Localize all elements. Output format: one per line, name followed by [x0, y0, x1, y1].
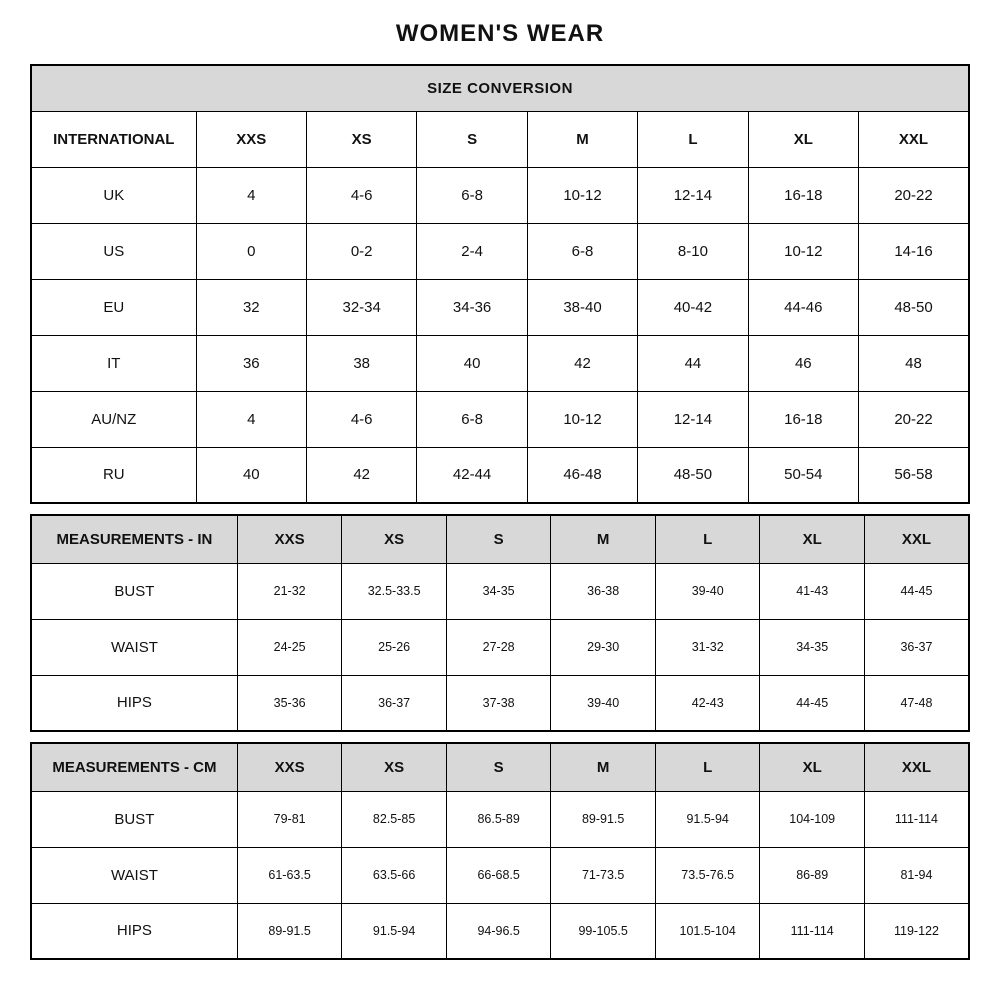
measurements-cm-row — [31, 791, 969, 847]
value-cell: 25-26 — [342, 619, 447, 675]
value-cell: 39-40 — [655, 563, 760, 619]
size-column-header: XL — [760, 743, 865, 791]
value-cell: 86.5-89 — [446, 791, 551, 847]
row-label: HIPS — [31, 903, 237, 959]
value-cell: 91.5-94 — [655, 791, 760, 847]
size-conversion-body — [31, 65, 969, 503]
size-conversion-row — [31, 335, 969, 391]
value-cell: 4 — [196, 167, 306, 223]
size-conversion-row — [31, 279, 969, 335]
size-conversion-header-row — [31, 111, 969, 167]
row-label: UK — [31, 167, 196, 223]
value-cell: 91.5-94 — [342, 903, 447, 959]
size-column-header: M — [551, 515, 656, 563]
measurements-cm-row — [31, 903, 969, 959]
value-cell: 4 — [196, 391, 306, 447]
size-conversion-banner-row — [31, 65, 969, 111]
value-cell: 10-12 — [527, 391, 637, 447]
value-cell: 40 — [417, 335, 527, 391]
size-column-header: L — [655, 515, 760, 563]
value-cell: 48 — [859, 335, 969, 391]
value-cell: 44 — [638, 335, 748, 391]
value-cell: 20-22 — [859, 167, 969, 223]
value-cell: 20-22 — [859, 391, 969, 447]
value-cell: 6-8 — [417, 167, 527, 223]
row-label: EU — [31, 279, 196, 335]
value-cell: 104-109 — [760, 791, 865, 847]
value-cell: 36-38 — [551, 563, 656, 619]
value-cell: 16-18 — [748, 167, 858, 223]
value-cell: 111-114 — [864, 791, 969, 847]
size-column-header: L — [638, 111, 748, 167]
measurements-cm-body — [31, 743, 969, 959]
value-cell: 10-12 — [748, 223, 858, 279]
value-cell: 61-63.5 — [237, 847, 342, 903]
size-column-header: XS — [306, 111, 416, 167]
value-cell: 24-25 — [237, 619, 342, 675]
measurements-cm-header-row — [31, 743, 969, 791]
size-column-header: L — [655, 743, 760, 791]
value-cell: 2-4 — [417, 223, 527, 279]
measurements-in-row — [31, 563, 969, 619]
size-column-header: XS — [342, 743, 447, 791]
value-cell: 32 — [196, 279, 306, 335]
value-cell: 39-40 — [551, 675, 656, 731]
row-label: IT — [31, 335, 196, 391]
row-label: AU/NZ — [31, 391, 196, 447]
value-cell: 63.5-66 — [342, 847, 447, 903]
value-cell: 73.5-76.5 — [655, 847, 760, 903]
measurements-in-body — [31, 515, 969, 731]
value-cell: 44-46 — [748, 279, 858, 335]
value-cell: 32.5-33.5 — [342, 563, 447, 619]
value-cell: 86-89 — [760, 847, 865, 903]
value-cell: 8-10 — [638, 223, 748, 279]
value-cell: 6-8 — [417, 391, 527, 447]
value-cell: 16-18 — [748, 391, 858, 447]
value-cell: 101.5-104 — [655, 903, 760, 959]
value-cell: 79-81 — [237, 791, 342, 847]
size-column-header: XXL — [864, 515, 969, 563]
row-label: BUST — [31, 791, 237, 847]
table-label-header: MEASUREMENTS - IN — [31, 515, 237, 563]
measurements-in-row — [31, 619, 969, 675]
value-cell: 48-50 — [638, 447, 748, 503]
size-conversion-row — [31, 223, 969, 279]
value-cell: 42-44 — [417, 447, 527, 503]
size-column-header: XXL — [859, 111, 969, 167]
value-cell: 41-43 — [760, 563, 865, 619]
value-cell: 38 — [306, 335, 416, 391]
value-cell: 48-50 — [859, 279, 969, 335]
row-label: RU — [31, 447, 196, 503]
row-label: HIPS — [31, 675, 237, 731]
value-cell: 12-14 — [638, 167, 748, 223]
value-cell: 50-54 — [748, 447, 858, 503]
row-label: US — [31, 223, 196, 279]
size-conversion-row — [31, 447, 969, 503]
table-label-header: INTERNATIONAL — [31, 111, 196, 167]
value-cell: 66-68.5 — [446, 847, 551, 903]
value-cell: 0-2 — [306, 223, 416, 279]
value-cell: 36 — [196, 335, 306, 391]
value-cell: 46 — [748, 335, 858, 391]
size-column-header: XL — [748, 111, 858, 167]
value-cell: 34-35 — [760, 619, 865, 675]
value-cell: 38-40 — [527, 279, 637, 335]
value-cell: 71-73.5 — [551, 847, 656, 903]
value-cell: 42 — [527, 335, 637, 391]
value-cell: 6-8 — [527, 223, 637, 279]
value-cell: 34-36 — [417, 279, 527, 335]
table-label-header: MEASUREMENTS - CM — [31, 743, 237, 791]
value-cell: 44-45 — [760, 675, 865, 731]
measurements-cm-table — [30, 742, 970, 960]
value-cell: 44-45 — [864, 563, 969, 619]
measurements-in-table — [30, 514, 970, 732]
value-cell: 56-58 — [859, 447, 969, 503]
size-column-header: XXS — [196, 111, 306, 167]
size-column-header: XXS — [237, 515, 342, 563]
value-cell: 12-14 — [638, 391, 748, 447]
size-column-header: M — [527, 111, 637, 167]
value-cell: 46-48 — [527, 447, 637, 503]
value-cell: 99-105.5 — [551, 903, 656, 959]
size-conversion-row — [31, 167, 969, 223]
value-cell: 37-38 — [446, 675, 551, 731]
value-cell: 14-16 — [859, 223, 969, 279]
value-cell: 10-12 — [527, 167, 637, 223]
size-column-header: XL — [760, 515, 865, 563]
measurements-in-row — [31, 675, 969, 731]
size-conversion-table — [30, 64, 970, 504]
value-cell: 21-32 — [237, 563, 342, 619]
value-cell: 36-37 — [342, 675, 447, 731]
value-cell: 32-34 — [306, 279, 416, 335]
value-cell: 34-35 — [446, 563, 551, 619]
size-column-header: S — [446, 743, 551, 791]
value-cell: 4-6 — [306, 391, 416, 447]
value-cell: 119-122 — [864, 903, 969, 959]
value-cell: 82.5-85 — [342, 791, 447, 847]
size-conversion-row — [31, 391, 969, 447]
value-cell: 111-114 — [760, 903, 865, 959]
row-label: WAIST — [31, 619, 237, 675]
value-cell: 36-37 — [864, 619, 969, 675]
size-column-header: XXL — [864, 743, 969, 791]
value-cell: 94-96.5 — [446, 903, 551, 959]
value-cell: 89-91.5 — [551, 791, 656, 847]
size-column-header: XXS — [237, 743, 342, 791]
value-cell: 47-48 — [864, 675, 969, 731]
value-cell: 81-94 — [864, 847, 969, 903]
value-cell: 35-36 — [237, 675, 342, 731]
size-column-header: S — [446, 515, 551, 563]
page-title: WOMEN'S WEAR — [395, 20, 605, 47]
value-cell: 4-6 — [306, 167, 416, 223]
value-cell: 42-43 — [655, 675, 760, 731]
size-column-header: S — [417, 111, 527, 167]
measurements-in-header-row — [31, 515, 969, 563]
value-cell: 31-32 — [655, 619, 760, 675]
value-cell: 40 — [196, 447, 306, 503]
value-cell: 89-91.5 — [237, 903, 342, 959]
size-column-header: XS — [342, 515, 447, 563]
row-label: WAIST — [31, 847, 237, 903]
value-cell: 42 — [306, 447, 416, 503]
size-conversion-banner-title: SIZE CONVERSION — [31, 65, 969, 111]
size-column-header: M — [551, 743, 656, 791]
row-label: BUST — [31, 563, 237, 619]
value-cell: 0 — [196, 223, 306, 279]
value-cell: 29-30 — [551, 619, 656, 675]
value-cell: 40-42 — [638, 279, 748, 335]
measurements-cm-row — [31, 847, 969, 903]
value-cell: 27-28 — [446, 619, 551, 675]
